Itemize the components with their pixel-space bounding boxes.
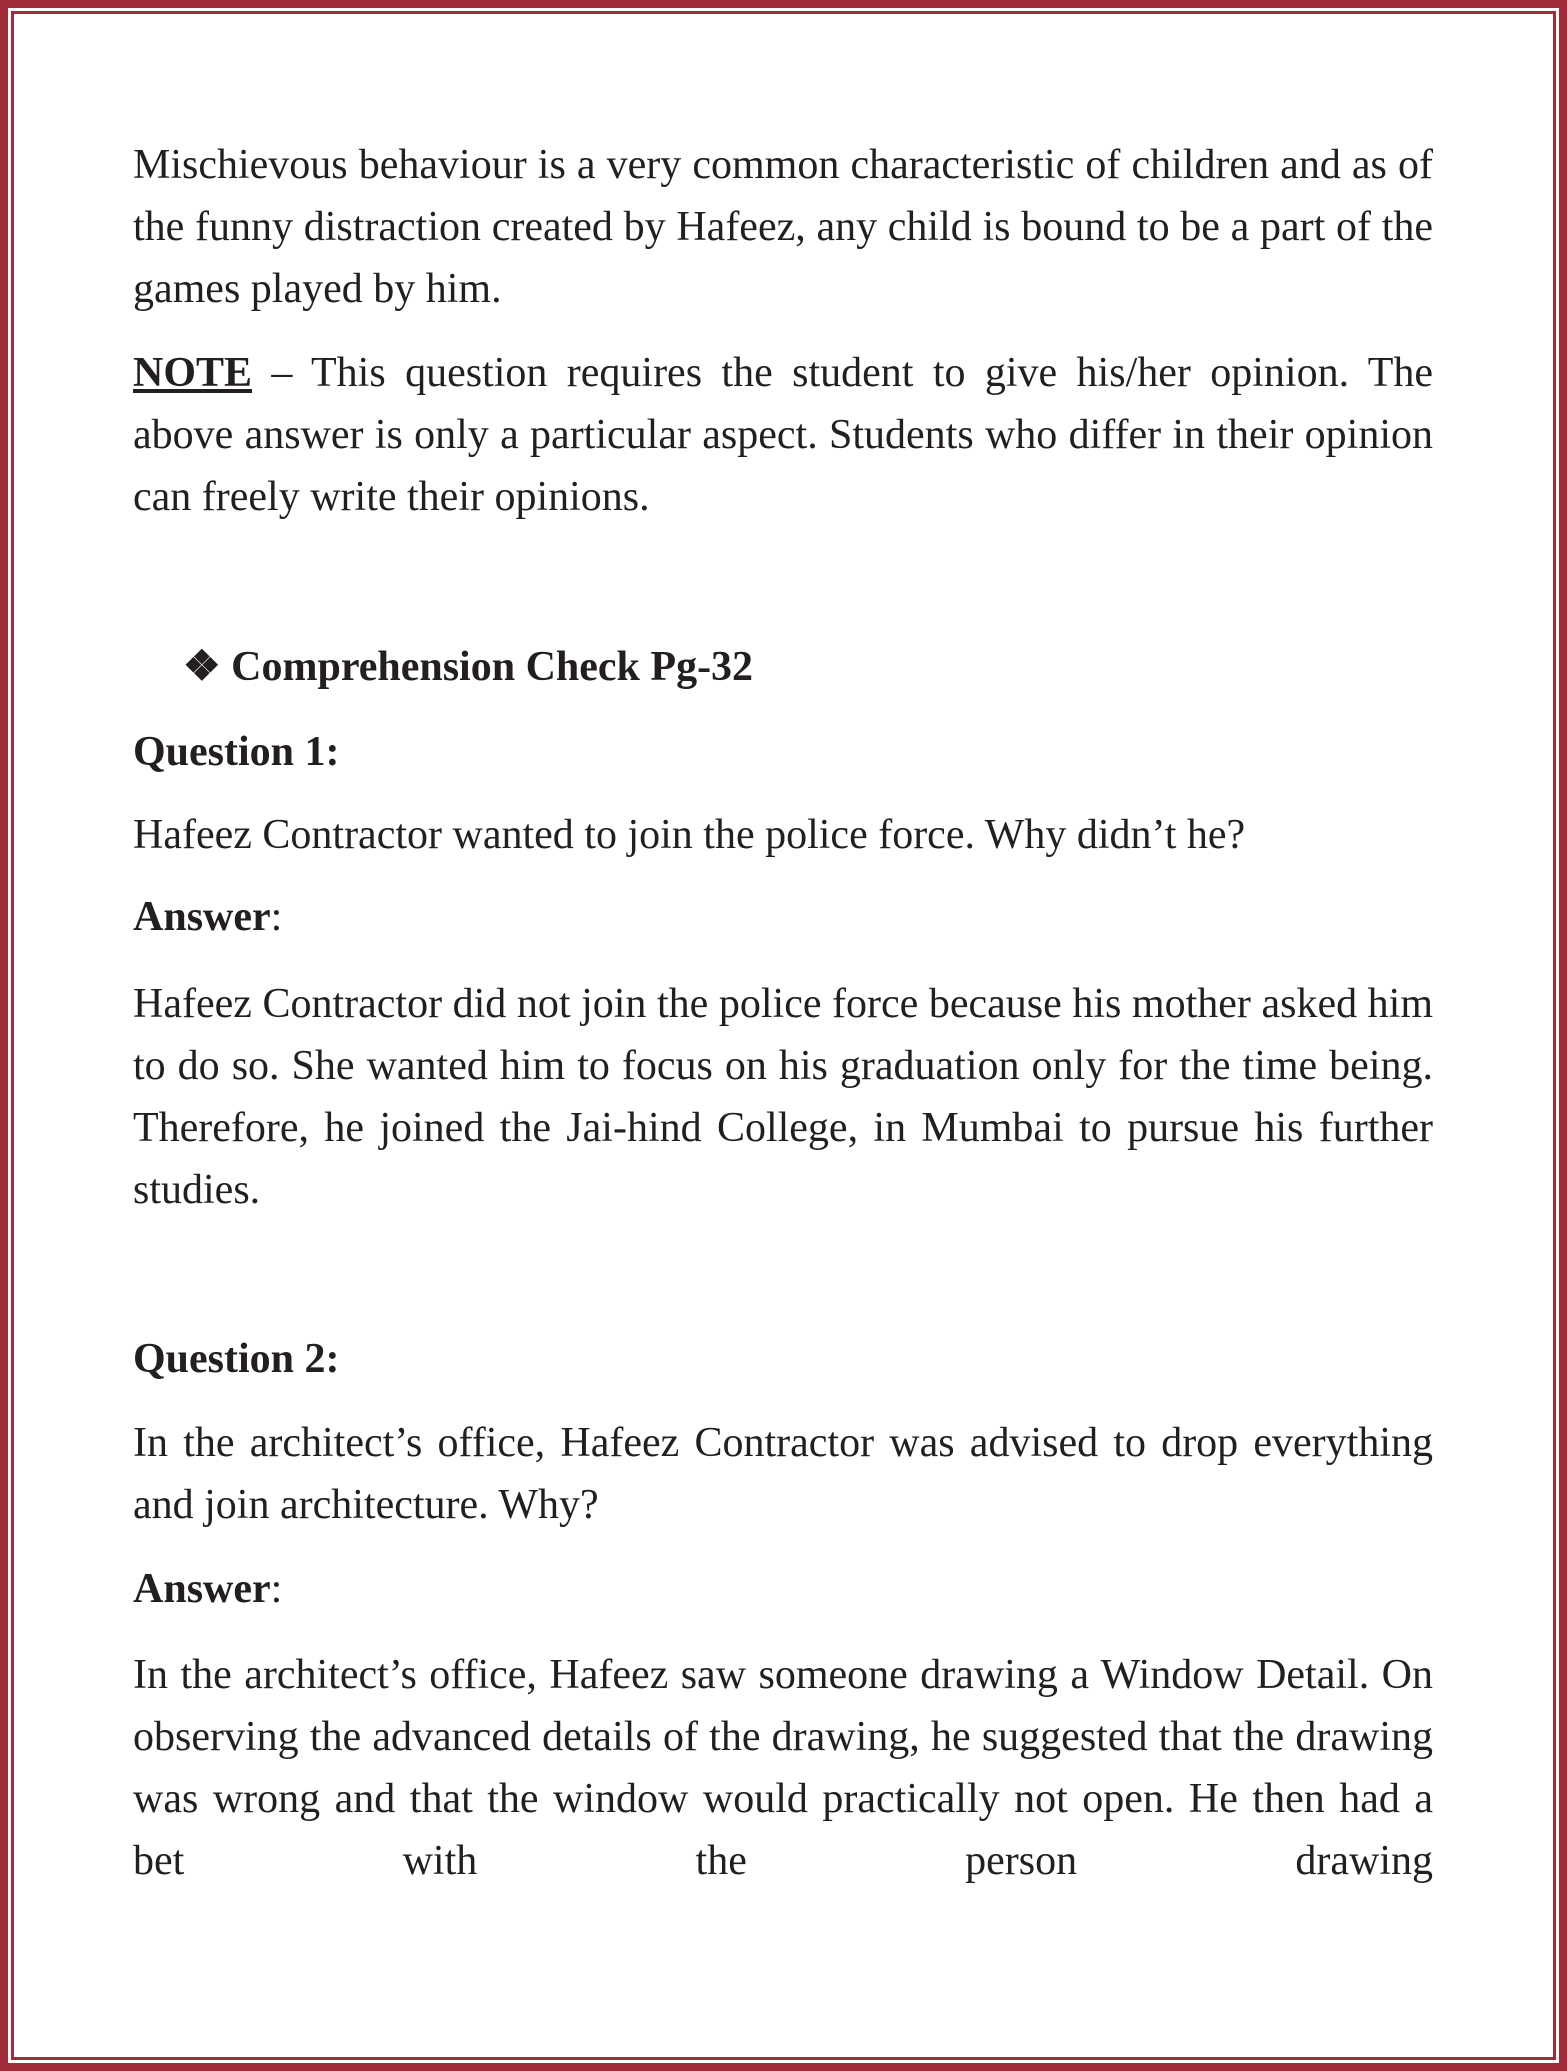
note-text: – This question requires the student to give his/her opinion. The above answer is only a particular aspect. Students who differ in their opinion can freely write their opinions. — [133, 350, 1433, 520]
diamond-bullet-icon: ❖ — [183, 644, 221, 690]
note-paragraph — [133, 342, 1433, 528]
answer-1-label: Answer — [133, 894, 271, 940]
question-2-label: Question 2: — [133, 1336, 340, 1382]
answer-1-text: Hafeez Contractor did not join the police force because his mother asked him to do so. She wanted him to focus on his graduation only for the time being. Therefore, he joined the Jai-hind College, in Mumbai to pursue his further studies. — [133, 981, 1433, 1213]
answer-2-colon: : — [270, 1566, 283, 1612]
note-label: NOTE — [133, 350, 253, 396]
section-title: Comprehension Check Pg-32 — [231, 644, 754, 690]
answer-paragraph-continued: Mischievous behaviour is a very common characteristic of children and as of the funny distraction created by Hafeez, any child is bound to be a part of the games played by him. — [133, 142, 1433, 312]
section-heading — [183, 636, 753, 698]
question-1-text: Hafeez Contractor wanted to join the police force. Why didn’t he? — [133, 812, 1246, 858]
answer-1-heading — [133, 886, 1433, 948]
question-1-label: Question 1: — [133, 729, 340, 775]
answer-2-heading — [133, 1558, 1433, 1620]
question-2-text: In the architect’s office, Hafeez Contractor was advised to drop everything and join architecture. Why? — [133, 1420, 1433, 1528]
answer-2-label: Answer — [133, 1566, 271, 1612]
answer-1-colon: : — [270, 894, 283, 940]
answer-2-text: In the architect’s office, Hafeez saw someone drawing a Window Detail. On observing the advanced details of the drawing, he suggested that the drawing was wrong and that the window would practically not open. He then had a bet with the person drawing — [133, 1652, 1433, 1884]
